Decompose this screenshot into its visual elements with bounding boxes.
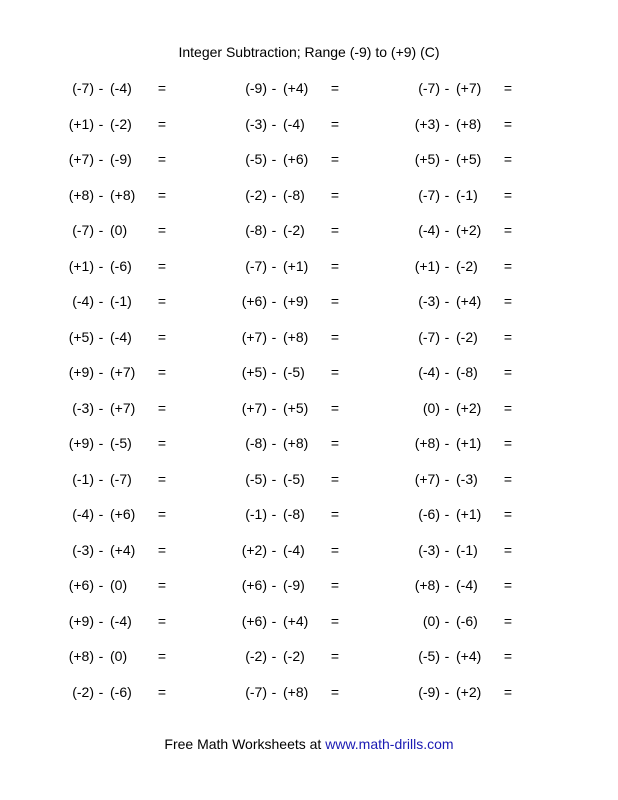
problem-equals-sign: = xyxy=(330,364,340,380)
problem-minuend: (-6) xyxy=(418,506,440,522)
problem-minus-sign: - xyxy=(444,115,450,132)
problem-minuend: (-7) xyxy=(418,328,440,345)
problem-equals-sign: = xyxy=(157,364,167,380)
problem-minus-sign: - xyxy=(444,577,450,593)
problem-minuend: (-7) xyxy=(72,80,94,96)
problem-equals-sign: = xyxy=(503,151,513,167)
problem-minuend: (+7) xyxy=(241,328,267,345)
problem-minus-sign: - xyxy=(271,151,277,167)
problem-subtrahend: (-4) xyxy=(110,80,132,96)
problem-equals-sign: = xyxy=(330,683,340,700)
problem-minuend: (0) xyxy=(422,399,440,416)
problem-minuend: (+7) xyxy=(68,151,94,167)
problem-minus-sign: - xyxy=(271,683,277,700)
problem-minuend: (+1) xyxy=(414,257,440,274)
problem-row xyxy=(0,398,618,434)
problem-subtrahend: (-1) xyxy=(456,541,478,558)
problem-minuend: (+1) xyxy=(68,115,94,132)
problem-row xyxy=(0,469,618,505)
problem-minus-sign: - xyxy=(98,506,104,522)
problem-equals-sign: = xyxy=(503,186,513,203)
problem-equals-sign: = xyxy=(157,683,167,700)
problem-row xyxy=(0,540,618,576)
problem-subtrahend: (+6) xyxy=(110,506,136,522)
problem-minuend: (+1) xyxy=(68,257,94,274)
problem-minuend: (-8) xyxy=(245,222,267,238)
problem-subtrahend: (-5) xyxy=(283,470,305,487)
problem-row xyxy=(0,611,618,647)
problem-row xyxy=(0,78,618,114)
footer-link[interactable]: www.math-drills.com xyxy=(325,736,454,752)
problem-subtrahend: (+8) xyxy=(456,115,482,132)
problem-subtrahend: (+7) xyxy=(110,399,136,416)
problem-minuend: (+6) xyxy=(241,612,267,629)
problem-equals-sign: = xyxy=(330,541,340,558)
problem-row xyxy=(0,149,618,185)
problem-subtrahend: (-4) xyxy=(110,328,132,345)
problem-minuend: (-9) xyxy=(418,683,440,700)
problem-equals-sign: = xyxy=(503,257,513,274)
problem-minus-sign: - xyxy=(98,222,104,238)
problem-minus-sign: - xyxy=(271,399,277,416)
problem-minuend: (+2) xyxy=(241,541,267,558)
problem-subtrahend: (-2) xyxy=(456,257,478,274)
problem-equals-sign: = xyxy=(503,683,513,700)
problem-minus-sign: - xyxy=(271,293,277,309)
problem-row xyxy=(0,362,618,398)
problem-subtrahend: (+4) xyxy=(283,80,309,96)
problem-minuend: (-3) xyxy=(72,399,94,416)
problem-minus-sign: - xyxy=(98,186,104,203)
problem-minus-sign: - xyxy=(271,506,277,522)
problem-minuend: (-5) xyxy=(245,151,267,167)
problem-equals-sign: = xyxy=(157,612,167,629)
problem-row xyxy=(0,291,618,327)
problem-subtrahend: (+5) xyxy=(456,151,482,167)
problem-minus-sign: - xyxy=(98,115,104,132)
problem-minus-sign: - xyxy=(98,399,104,416)
problem-minus-sign: - xyxy=(98,293,104,309)
problem-minus-sign: - xyxy=(98,541,104,558)
problem-minuend: (+6) xyxy=(68,577,94,593)
problem-minuend: (+7) xyxy=(414,470,440,487)
problem-minus-sign: - xyxy=(98,80,104,96)
footer xyxy=(0,736,618,752)
problem-equals-sign: = xyxy=(503,612,513,629)
problem-subtrahend: (+1) xyxy=(456,506,482,522)
problem-subtrahend: (+5) xyxy=(283,399,309,416)
problem-subtrahend: (-4) xyxy=(110,612,132,629)
problem-minuend: (+5) xyxy=(414,151,440,167)
problem-minus-sign: - xyxy=(98,683,104,700)
problem-minus-sign: - xyxy=(98,257,104,274)
problem-equals-sign: = xyxy=(157,257,167,274)
problem-minuend: (+9) xyxy=(68,435,94,451)
problem-minuend: (-4) xyxy=(72,293,94,309)
problem-subtrahend: (-4) xyxy=(283,541,305,558)
problem-minuend: (-4) xyxy=(418,222,440,238)
problem-minus-sign: - xyxy=(98,151,104,167)
problem-equals-sign: = xyxy=(157,328,167,345)
problem-equals-sign: = xyxy=(330,222,340,238)
problem-minus-sign: - xyxy=(271,470,277,487)
problem-subtrahend: (-1) xyxy=(456,186,478,203)
problem-row xyxy=(0,433,618,469)
problem-subtrahend: (+7) xyxy=(456,80,482,96)
problem-equals-sign: = xyxy=(330,506,340,522)
problem-subtrahend: (-1) xyxy=(110,293,132,309)
problem-equals-sign: = xyxy=(157,80,167,96)
problem-subtrahend: (+2) xyxy=(456,222,482,238)
problem-minus-sign: - xyxy=(444,648,450,664)
problem-minuend: (+5) xyxy=(241,364,267,380)
problem-equals-sign: = xyxy=(157,293,167,309)
problem-minus-sign: - xyxy=(444,293,450,309)
problem-minus-sign: - xyxy=(444,364,450,380)
problem-subtrahend: (+4) xyxy=(110,541,136,558)
problem-equals-sign: = xyxy=(157,470,167,487)
problem-minuend: (-3) xyxy=(245,115,267,132)
problem-minus-sign: - xyxy=(271,577,277,593)
problem-minuend: (-1) xyxy=(245,506,267,522)
problem-minuend: (+8) xyxy=(414,577,440,593)
problem-subtrahend: (-9) xyxy=(110,151,132,167)
problem-minuend: (-3) xyxy=(72,541,94,558)
problem-minus-sign: - xyxy=(271,541,277,558)
problem-minus-sign: - xyxy=(98,612,104,629)
problem-minuend: (+3) xyxy=(414,115,440,132)
problem-equals-sign: = xyxy=(503,293,513,309)
problem-minuend: (-5) xyxy=(418,648,440,664)
problem-subtrahend: (+4) xyxy=(283,612,309,629)
problem-subtrahend: (-2) xyxy=(456,328,478,345)
problem-minus-sign: - xyxy=(444,222,450,238)
problem-equals-sign: = xyxy=(157,541,167,558)
problem-equals-sign: = xyxy=(157,435,167,451)
problem-minus-sign: - xyxy=(444,328,450,345)
problem-minuend: (+5) xyxy=(68,328,94,345)
problem-subtrahend: (-4) xyxy=(456,577,478,593)
problem-subtrahend: (0) xyxy=(110,648,128,664)
problem-subtrahend: (+4) xyxy=(456,293,482,309)
problem-subtrahend: (-6) xyxy=(110,683,132,700)
problem-minuend: (-7) xyxy=(418,80,440,96)
problem-equals-sign: = xyxy=(330,399,340,416)
problem-minuend: (-1) xyxy=(72,470,94,487)
problem-equals-sign: = xyxy=(157,648,167,664)
problem-minuend: (-3) xyxy=(418,293,440,309)
problem-row xyxy=(0,504,618,540)
problem-equals-sign: = xyxy=(330,648,340,664)
problem-minus-sign: - xyxy=(98,648,104,664)
problem-minuend: (-4) xyxy=(418,364,440,380)
problem-subtrahend: (-7) xyxy=(110,470,132,487)
problem-subtrahend: (-8) xyxy=(283,186,305,203)
problem-subtrahend: (-4) xyxy=(283,115,305,132)
problem-subtrahend: (0) xyxy=(110,577,128,593)
problem-equals-sign: = xyxy=(157,115,167,132)
problem-equals-sign: = xyxy=(503,577,513,593)
problem-minuend: (+6) xyxy=(241,577,267,593)
problem-minuend: (+9) xyxy=(68,364,94,380)
problem-minus-sign: - xyxy=(98,364,104,380)
problem-equals-sign: = xyxy=(330,328,340,345)
problem-equals-sign: = xyxy=(503,328,513,345)
problem-minus-sign: - xyxy=(98,577,104,593)
problem-minus-sign: - xyxy=(98,435,104,451)
problem-minus-sign: - xyxy=(444,541,450,558)
problem-subtrahend: (-9) xyxy=(283,577,305,593)
problem-subtrahend: (+8) xyxy=(283,683,309,700)
problem-subtrahend: (+9) xyxy=(283,293,309,309)
problem-equals-sign: = xyxy=(157,399,167,416)
problem-minus-sign: - xyxy=(444,80,450,96)
problem-row xyxy=(0,256,618,292)
problem-minuend: (+8) xyxy=(68,186,94,203)
problem-subtrahend: (+1) xyxy=(456,435,482,451)
problem-minuend: (+9) xyxy=(68,612,94,629)
problem-minuend: (+8) xyxy=(68,648,94,664)
problem-subtrahend: (+4) xyxy=(456,648,482,664)
problem-equals-sign: = xyxy=(503,435,513,451)
problem-minus-sign: - xyxy=(271,222,277,238)
problem-minuend: (-4) xyxy=(72,506,94,522)
problem-minuend: (-7) xyxy=(245,683,267,700)
problem-row xyxy=(0,682,618,718)
problem-equals-sign: = xyxy=(157,222,167,238)
problem-minuend: (-3) xyxy=(418,541,440,558)
problem-equals-sign: = xyxy=(157,186,167,203)
problem-equals-sign: = xyxy=(503,506,513,522)
problem-subtrahend: (+8) xyxy=(110,186,136,203)
problem-equals-sign: = xyxy=(330,293,340,309)
problem-subtrahend: (+8) xyxy=(283,435,309,451)
problem-subtrahend: (-3) xyxy=(456,470,478,487)
problem-minus-sign: - xyxy=(444,151,450,167)
problem-minuend: (+8) xyxy=(414,435,440,451)
problem-minuend: (-9) xyxy=(245,80,267,96)
problem-subtrahend: (+2) xyxy=(456,399,482,416)
problem-equals-sign: = xyxy=(503,399,513,416)
problem-subtrahend: (+8) xyxy=(283,328,309,345)
problem-row xyxy=(0,114,618,150)
problem-minus-sign: - xyxy=(271,80,277,96)
problem-minus-sign: - xyxy=(444,186,450,203)
problem-subtrahend: (+6) xyxy=(283,151,309,167)
problem-equals-sign: = xyxy=(503,364,513,380)
problem-minus-sign: - xyxy=(444,683,450,700)
problem-minuend: (+7) xyxy=(241,399,267,416)
problem-subtrahend: (-5) xyxy=(110,435,132,451)
problem-equals-sign: = xyxy=(330,115,340,132)
problem-equals-sign: = xyxy=(330,80,340,96)
problem-minuend: (-2) xyxy=(245,648,267,664)
problem-minus-sign: - xyxy=(444,612,450,629)
problem-minuend: (-8) xyxy=(245,435,267,451)
problem-row xyxy=(0,185,618,221)
problem-minuend: (-7) xyxy=(72,222,94,238)
problem-row xyxy=(0,646,618,682)
problem-minuend: (0) xyxy=(422,612,440,629)
problem-equals-sign: = xyxy=(503,541,513,558)
problem-minus-sign: - xyxy=(444,399,450,416)
problem-row xyxy=(0,575,618,611)
problem-minuend: (-7) xyxy=(245,257,267,274)
problem-minuend: (-5) xyxy=(245,470,267,487)
problem-minus-sign: - xyxy=(98,328,104,345)
problem-subtrahend: (-2) xyxy=(283,222,305,238)
problem-equals-sign: = xyxy=(157,151,167,167)
problem-subtrahend: (-6) xyxy=(110,257,132,274)
problem-minuend: (+6) xyxy=(241,293,267,309)
problem-equals-sign: = xyxy=(157,577,167,593)
problem-minus-sign: - xyxy=(271,648,277,664)
problem-minus-sign: - xyxy=(271,612,277,629)
problem-minus-sign: - xyxy=(444,506,450,522)
problem-minus-sign: - xyxy=(271,186,277,203)
problem-minus-sign: - xyxy=(444,435,450,451)
problem-subtrahend: (+7) xyxy=(110,364,136,380)
worksheet-title: Integer Subtraction; Range (-9) to (+9) (C) xyxy=(178,44,440,60)
problem-equals-sign: = xyxy=(330,186,340,203)
problem-equals-sign: = xyxy=(503,222,513,238)
problem-equals-sign: = xyxy=(330,151,340,167)
problem-equals-sign: = xyxy=(330,435,340,451)
problem-equals-sign: = xyxy=(157,506,167,522)
problem-subtrahend: (0) xyxy=(110,222,128,238)
problem-minuend: (-7) xyxy=(418,186,440,203)
problem-subtrahend: (-2) xyxy=(283,648,305,664)
problem-equals-sign: = xyxy=(330,257,340,274)
problem-equals-sign: = xyxy=(503,115,513,132)
problem-equals-sign: = xyxy=(330,470,340,487)
problem-subtrahend: (-8) xyxy=(283,506,305,522)
problem-subtrahend: (-2) xyxy=(110,115,132,132)
problem-minus-sign: - xyxy=(98,470,104,487)
problem-minus-sign: - xyxy=(444,470,450,487)
problem-minus-sign: - xyxy=(271,257,277,274)
problem-minus-sign: - xyxy=(271,435,277,451)
problem-equals-sign: = xyxy=(503,80,513,96)
problem-subtrahend: (-6) xyxy=(456,612,478,629)
problem-row xyxy=(0,327,618,363)
footer-text: Free Math Worksheets at xyxy=(164,736,326,752)
problem-minuend: (-2) xyxy=(245,186,267,203)
problem-row xyxy=(0,220,618,256)
problem-equals-sign: = xyxy=(330,577,340,593)
problem-minus-sign: - xyxy=(271,115,277,132)
problem-equals-sign: = xyxy=(503,470,513,487)
problem-subtrahend: (+2) xyxy=(456,683,482,700)
problem-subtrahend: (-5) xyxy=(283,364,305,380)
problem-equals-sign: = xyxy=(503,648,513,664)
problem-minus-sign: - xyxy=(444,257,450,274)
problem-grid xyxy=(0,78,618,717)
problem-minus-sign: - xyxy=(271,328,277,345)
problem-minuend: (-2) xyxy=(72,683,94,700)
problem-subtrahend: (+1) xyxy=(283,257,309,274)
problem-subtrahend: (-8) xyxy=(456,364,478,380)
problem-equals-sign: = xyxy=(330,612,340,629)
problem-minus-sign: - xyxy=(271,364,277,380)
